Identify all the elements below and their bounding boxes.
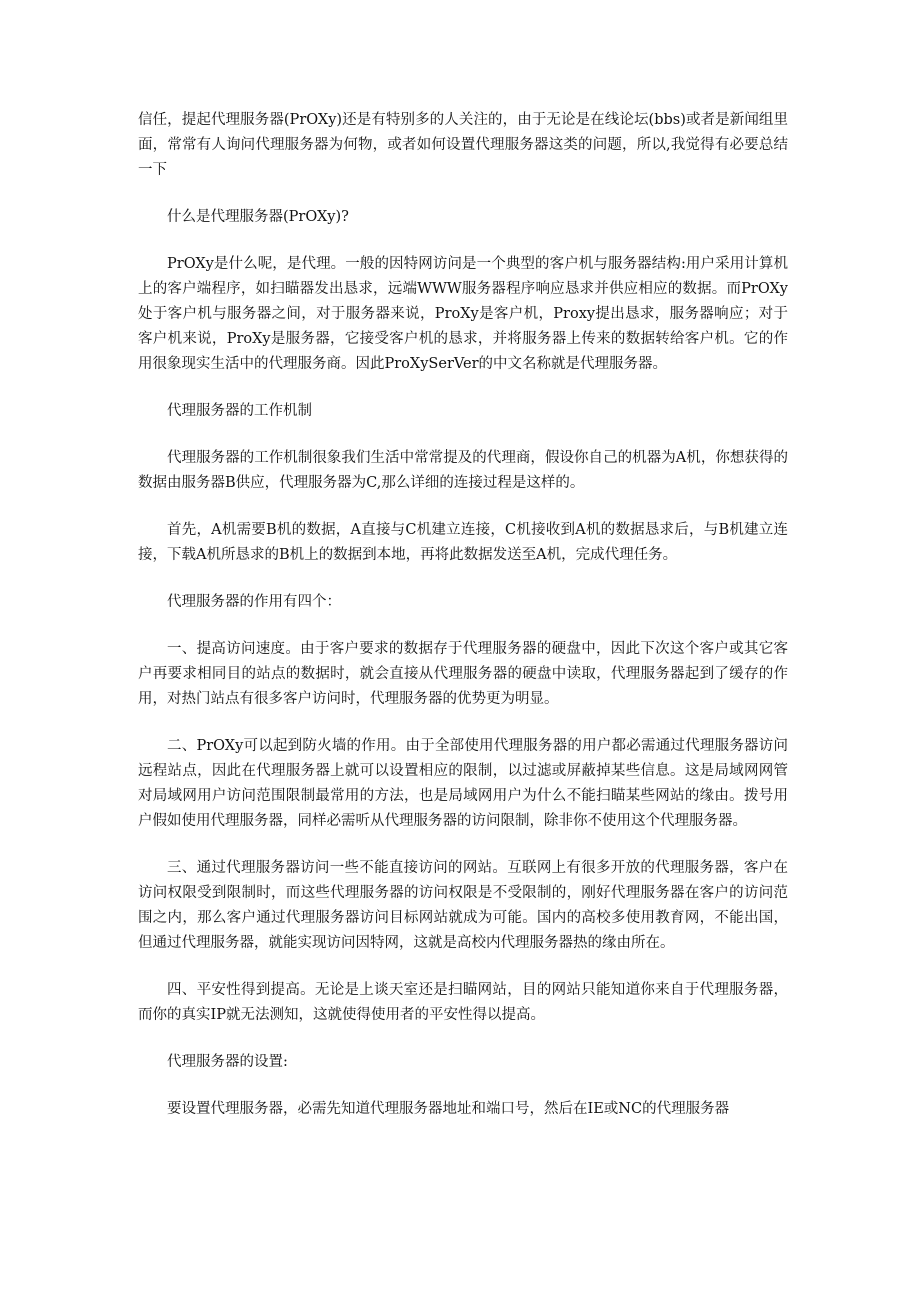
role-speed-paragraph: 一、提高访问速度。由于客户要求的数据存于代理服务器的硬盘中，因此下次这个客户或其它客户再要求相同目的站点的数据时，就会直接从代理服务器的硬盘中读取，代理服务器起到了缓存的作用，对热门站点有很多客户访问时，代理服务器的优势更为明显。 [138, 641, 788, 707]
mechanism-heading: 代理服务器的工作机制 [167, 403, 312, 419]
role-security-paragraph: 四、平安性得到提高。无论是上谈天室还是扫瞄网站，目的网站只能知道你来自于代理服务器，而你的真实IP就无法测知，这就使得使用者的平安性得以提高。 [138, 982, 788, 1023]
role-firewall-paragraph: 二、PrOXy可以起到防火墙的作用。由于全部使用代理服务器的用户都必需通过代理服务器访问远程站点，因此在代理服务器上就可以设置相应的限制，以过滤或屏蔽掉某些信息。这是局域网网管对局域网用户访问范围限制最常用的方法，也是局域网用户为什么不能扫瞄某些网站的缘由。拨号用户假如使用代理服务器，同样必需听从代理服务器的访问限制，除非你不使用这个代理服务器。 [138, 738, 788, 829]
what-is-proxy-heading: 什么是代理服务器(PrOXy)? [167, 209, 349, 225]
setup-heading: 代理服务器的设置: [167, 1054, 288, 1070]
document-page [138, 108, 788, 1144]
role-access-paragraph: 三、通过代理服务器访问一些不能直接访问的网站。互联网上有很多开放的代理服务器，客户在访问权限受到限制时，而这些代理服务器的访问权限是不受限制的，刚好代理服务器在客户的访问范围之内，那么客户通过代理服务器访问目标网站就成为可能。国内的高校多使用教育网，不能出国，但通过代理服务器，就能实现访问因特网，这就是高校内代理服务器热的缘由所在。 [138, 860, 788, 951]
roles-heading: 代理服务器的作用有四个： [167, 594, 341, 610]
intro-paragraph: 信任，提起代理服务器(PrOXy)还是有特别多的人关注的，由于无论是在线论坛(bbs)或者是新闻组里面，常常有人询问代理服务器为何物，或者如何设置代理服务器这类的问题，所以,我觉得有必要总结一下 [138, 112, 788, 178]
setup-paragraph: 要设置代理服务器，必需先知道代理服务器地址和端口号，然后在IE或NC的代理服务器 [167, 1101, 730, 1117]
mechanism-steps-paragraph: 首先，A机需要B机的数据，A直接与C机建立连接，C机接收到A机的数据恳求后，与B机建立连接，下载A机所恳求的B机上的数据到本地，再将此数据发送至A机，完成代理任务。 [138, 522, 788, 563]
what-is-proxy-paragraph: PrOXy是什么呢，是代理。一般的因特网访问是一个典型的客户机与服务器结构:用户采用计算机上的客户端程序，如扫瞄器发出恳求，远端WWW服务器程序响应恳求并供应相应的数据。而PrOXy处于客户机与服务器之间，对于服务器来说，ProXy是客户机，Proxy提出恳求，服务器响应；对于客户机来说，ProXy是服务器，它接受客户机的恳求，并将服务器上传来的数据转给客户机。它的作用很象现实生活中的代理服务商。因此ProXySerVer的中文名称就是代理服务器。 [138, 256, 788, 372]
mechanism-paragraph: 代理服务器的工作机制很象我们生活中常常提及的代理商，假设你自己的机器为A机，你想获得的数据由服务器B供应，代理服务器为C,那么详细的连接过程是这样的。 [138, 450, 788, 491]
